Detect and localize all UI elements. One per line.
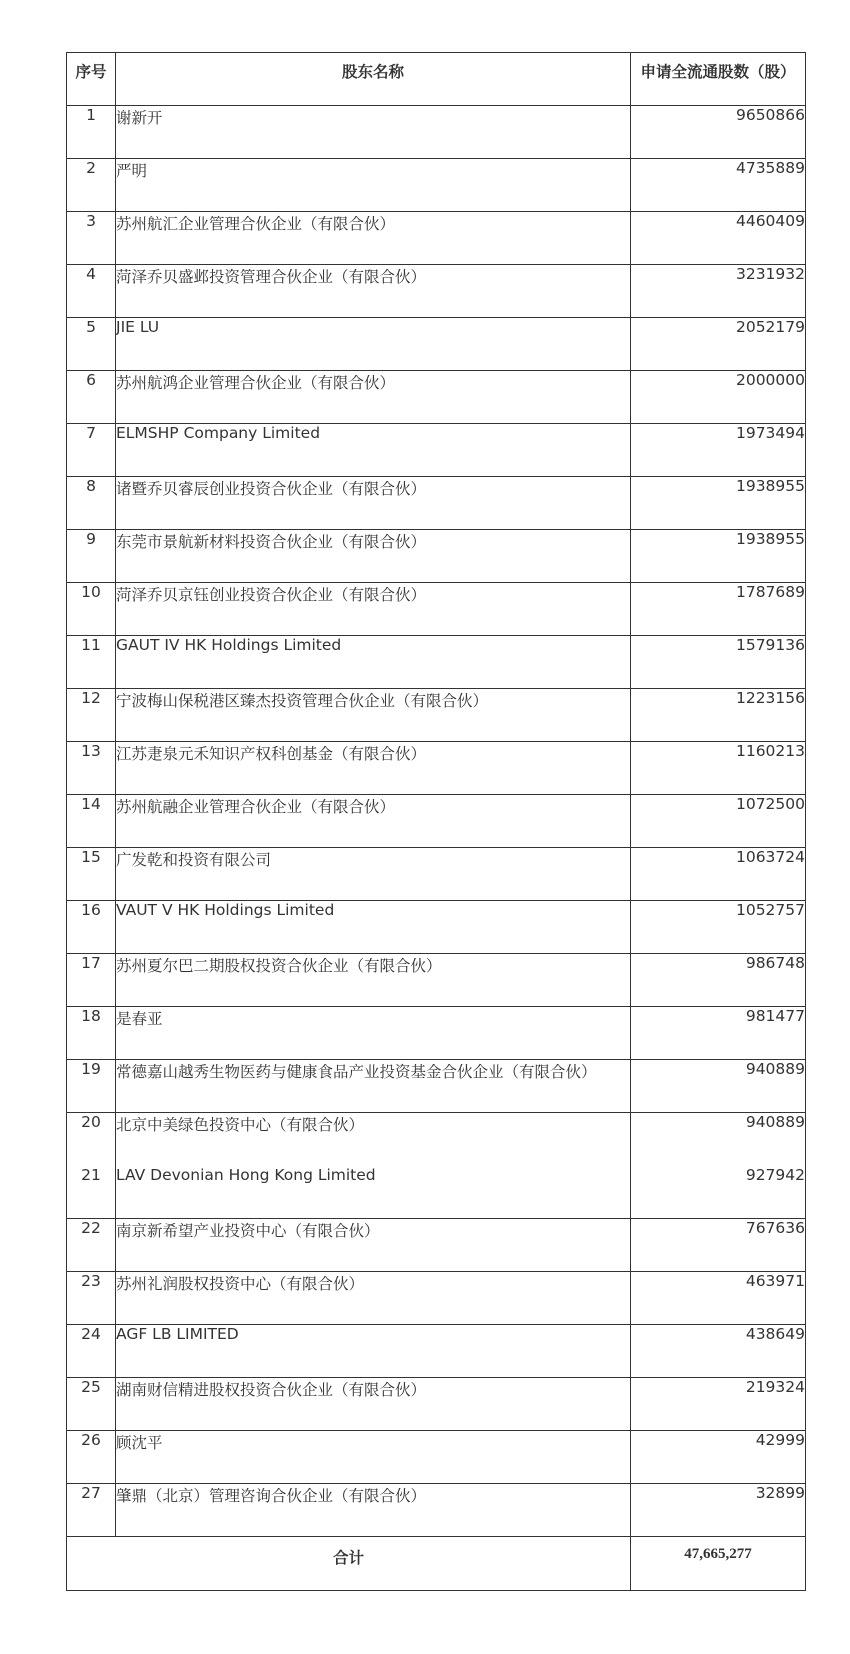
shareholder-name: 北京中美绿色投资中心（有限合伙）: [116, 1113, 631, 1166]
shareholder-name: 南京新希望产业投资中心（有限合伙）: [116, 1219, 631, 1272]
row-number: 13: [67, 742, 116, 795]
share-count: 1938955: [631, 530, 806, 583]
shareholder-name: 顾沈平: [116, 1431, 631, 1484]
table-row: [67, 795, 806, 848]
row-number: 14: [67, 795, 116, 848]
row-number: 6: [67, 371, 116, 424]
share-count: 42999: [631, 1431, 806, 1484]
row-number: 15: [67, 848, 116, 901]
row-number: 12: [67, 689, 116, 742]
shareholder-name: JIE LU: [116, 318, 631, 371]
share-count: 4460409: [631, 212, 806, 265]
row-number: 25: [67, 1378, 116, 1431]
table-row: [67, 318, 806, 371]
shareholder-name: 苏州夏尔巴二期股权投资合伙企业（有限合伙）: [116, 954, 631, 1007]
share-count: 32899: [631, 1484, 806, 1537]
table-row: [67, 212, 806, 265]
share-count: 986748: [631, 954, 806, 1007]
share-count: 1973494: [631, 424, 806, 477]
table-row: [67, 742, 806, 795]
share-count: 1063724: [631, 848, 806, 901]
share-count: 3231932: [631, 265, 806, 318]
shareholder-name: LAV Devonian Hong Kong Limited: [116, 1166, 631, 1219]
table-row: [67, 1272, 806, 1325]
share-count: 1787689: [631, 583, 806, 636]
total-label: 合计: [67, 1537, 631, 1591]
share-count: 2000000: [631, 371, 806, 424]
table-row: [67, 106, 806, 159]
row-number: 11: [67, 636, 116, 689]
row-number: 2: [67, 159, 116, 212]
table-row: [67, 901, 806, 954]
shareholder-name: 菏泽乔贝京钰创业投资合伙企业（有限合伙）: [116, 583, 631, 636]
table-row: [67, 689, 806, 742]
share-count: 1938955: [631, 477, 806, 530]
table-row: [67, 1325, 806, 1378]
share-count: 463971: [631, 1272, 806, 1325]
table-row: [67, 1166, 806, 1219]
share-count: 1072500: [631, 795, 806, 848]
shareholder-name: 肇鼎（北京）管理咨询合伙企业（有限合伙）: [116, 1484, 631, 1537]
share-count: 4735889: [631, 159, 806, 212]
shareholder-name: 广发乾和投资有限公司: [116, 848, 631, 901]
shareholder-name: VAUT V HK Holdings Limited: [116, 901, 631, 954]
row-number: 7: [67, 424, 116, 477]
row-number: 16: [67, 901, 116, 954]
share-count: 767636: [631, 1219, 806, 1272]
header-shares: 申请全流通股数（股）: [631, 53, 806, 106]
row-number: 24: [67, 1325, 116, 1378]
table-row: [67, 1007, 806, 1060]
table-row: [67, 530, 806, 583]
table-row: [67, 1431, 806, 1484]
shareholder-name: 苏州礼润股权投资中心（有限合伙）: [116, 1272, 631, 1325]
share-count: 981477: [631, 1007, 806, 1060]
row-number: 18: [67, 1007, 116, 1060]
header-no: 序号: [67, 53, 116, 106]
share-count: 1223156: [631, 689, 806, 742]
header-row: [67, 53, 806, 106]
row-number: 22: [67, 1219, 116, 1272]
row-number: 4: [67, 265, 116, 318]
shareholder-name: 谢新开: [116, 106, 631, 159]
row-number: 21: [67, 1166, 116, 1219]
share-count: 9650866: [631, 106, 806, 159]
table-row: [67, 159, 806, 212]
shareholder-name: 菏泽乔贝盛邺投资管理合伙企业（有限合伙）: [116, 265, 631, 318]
share-count: 438649: [631, 1325, 806, 1378]
share-count: 940889: [631, 1060, 806, 1113]
share-count: 1160213: [631, 742, 806, 795]
shareholder-name: GAUT IV HK Holdings Limited: [116, 636, 631, 689]
row-number: 23: [67, 1272, 116, 1325]
shareholder-name: 诸暨乔贝睿辰创业投资合伙企业（有限合伙）: [116, 477, 631, 530]
row-number: 1: [67, 106, 116, 159]
share-count: 2052179: [631, 318, 806, 371]
total-value: 47,665,277: [631, 1537, 806, 1591]
table-row: [67, 954, 806, 1007]
table-body: [67, 106, 806, 1537]
row-number: 8: [67, 477, 116, 530]
table-row: [67, 265, 806, 318]
shareholder-name: 江苏疌泉元禾知识产权科创基金（有限合伙）: [116, 742, 631, 795]
share-count: 1579136: [631, 636, 806, 689]
shareholder-name: 宁波梅山保税港区臻杰投资管理合伙企业（有限合伙）: [116, 689, 631, 742]
shareholder-name: 严明: [116, 159, 631, 212]
row-number: 26: [67, 1431, 116, 1484]
table-row: [67, 1378, 806, 1431]
header-name: 股东名称: [116, 53, 631, 106]
total-row: [67, 1537, 806, 1591]
row-number: 3: [67, 212, 116, 265]
shareholder-name: AGF LB LIMITED: [116, 1325, 631, 1378]
row-number: 27: [67, 1484, 116, 1537]
table-row: [67, 636, 806, 689]
table-row: [67, 1219, 806, 1272]
shareholder-name: 苏州航融企业管理合伙企业（有限合伙）: [116, 795, 631, 848]
shareholder-name: 湖南财信精进股权投资合伙企业（有限合伙）: [116, 1378, 631, 1431]
row-number: 20: [67, 1113, 116, 1166]
row-number: 19: [67, 1060, 116, 1113]
table-row: [67, 1113, 806, 1166]
table-row: [67, 1060, 806, 1113]
shareholder-name: 东莞市景航新材料投资合伙企业（有限合伙）: [116, 530, 631, 583]
table-row: [67, 371, 806, 424]
row-number: 17: [67, 954, 116, 1007]
table-row: [67, 424, 806, 477]
shareholder-table: [66, 52, 806, 1591]
table-row: [67, 583, 806, 636]
share-count: 1052757: [631, 901, 806, 954]
shareholder-name: ELMSHP Company Limited: [116, 424, 631, 477]
table-row: [67, 848, 806, 901]
share-count: 219324: [631, 1378, 806, 1431]
row-number: 10: [67, 583, 116, 636]
row-number: 5: [67, 318, 116, 371]
share-count: 927942: [631, 1166, 806, 1219]
table-row: [67, 1484, 806, 1537]
row-number: 9: [67, 530, 116, 583]
shareholder-name: 是春亚: [116, 1007, 631, 1060]
share-count: 940889: [631, 1113, 806, 1166]
shareholder-name: 常德嘉山越秀生物医药与健康食品产业投资基金合伙企业（有限合伙）: [116, 1060, 631, 1113]
table-row: [67, 477, 806, 530]
shareholder-name: 苏州航鸿企业管理合伙企业（有限合伙）: [116, 371, 631, 424]
shareholder-name: 苏州航汇企业管理合伙企业（有限合伙）: [116, 212, 631, 265]
